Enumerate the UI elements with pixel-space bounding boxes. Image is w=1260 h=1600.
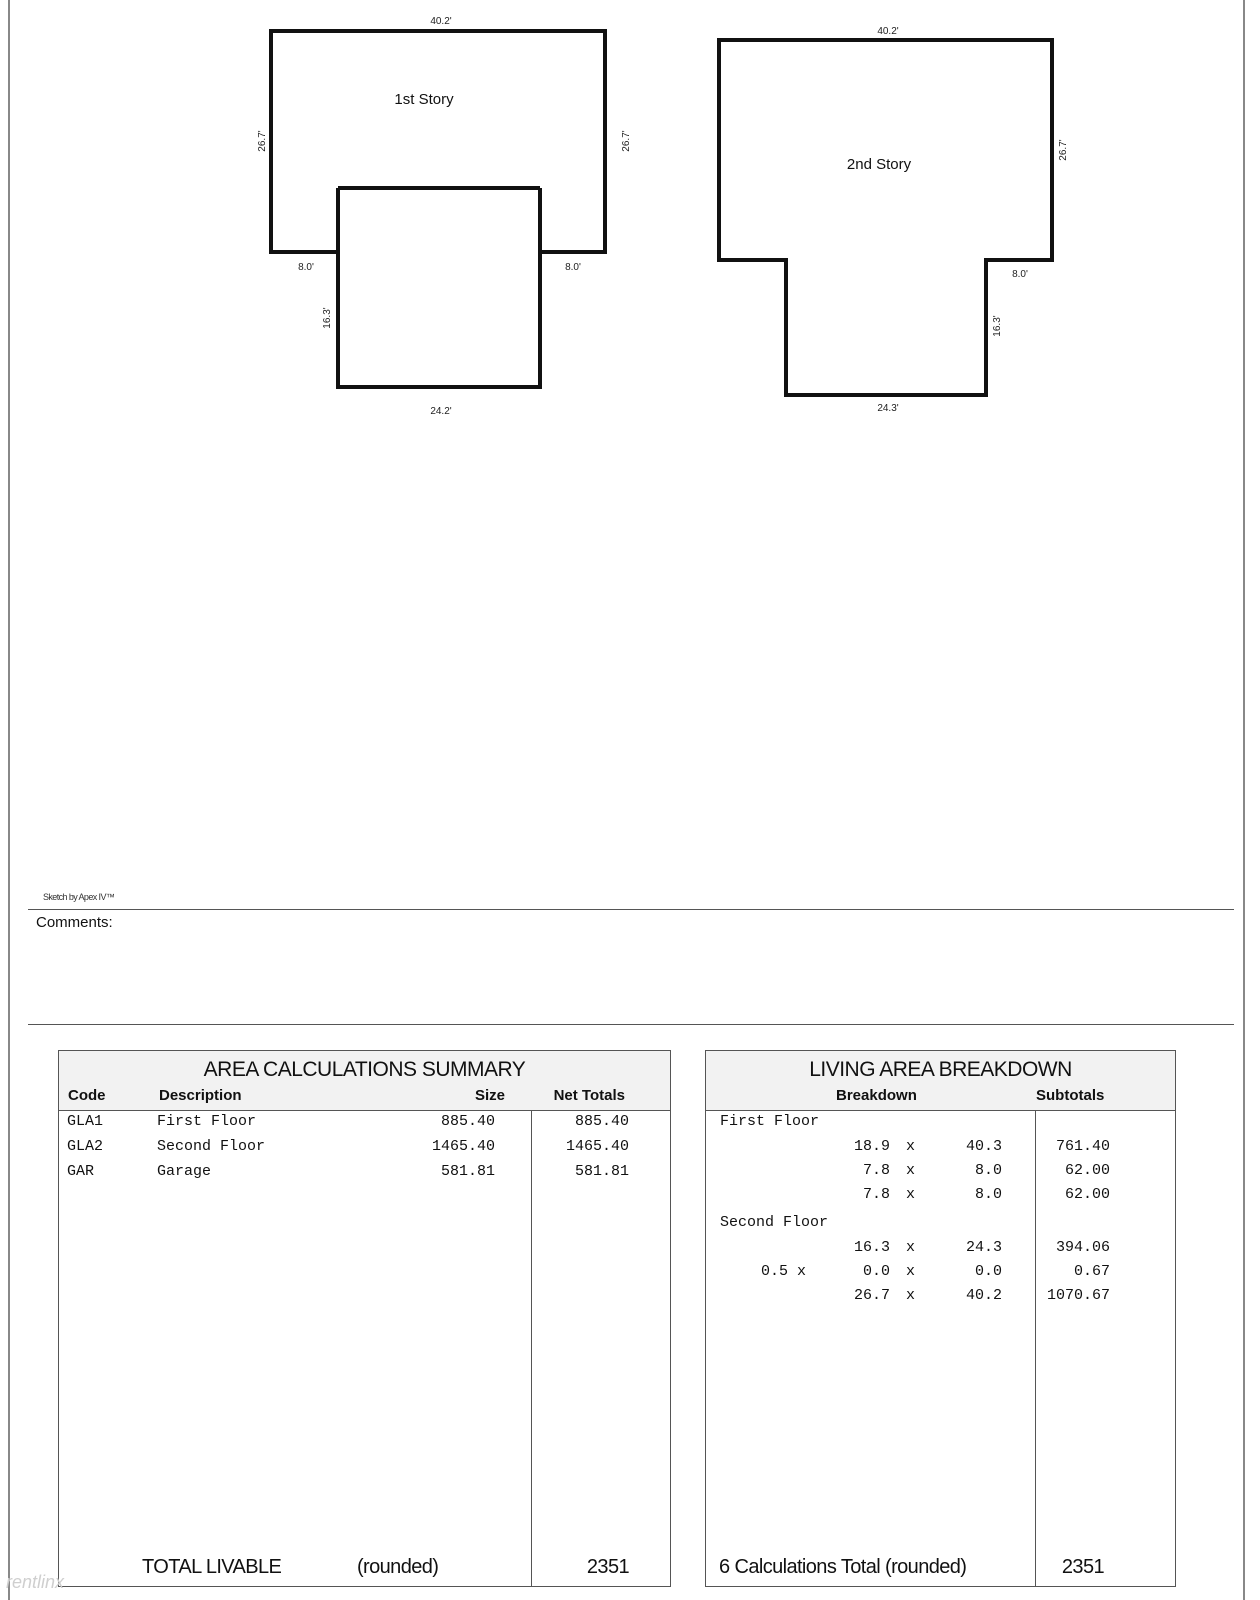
breakdown-times: x: [906, 1239, 916, 1256]
dim-second-right: 26.7': [1058, 139, 1069, 161]
col-description: Description: [159, 1087, 242, 1104]
dim-first-bottom: 24.2': [430, 406, 452, 417]
area-row-net: 1465.40: [565, 1138, 629, 1155]
area-calculations-summary: [58, 1050, 671, 1587]
divider-top: [28, 909, 1234, 910]
dim-first-right: 26.7': [621, 130, 632, 152]
total-livable-rounded: (rounded): [357, 1556, 439, 1578]
living-breakdown-header: [706, 1051, 1175, 1111]
second-story-outline: [719, 40, 1052, 395]
col-subtotals: Subtotals: [1036, 1087, 1105, 1104]
dim-first-left: 26.7': [257, 130, 268, 152]
breakdown-times: x: [906, 1138, 916, 1155]
breakdown-factor: 0.5 x: [760, 1263, 806, 1280]
breakdown-subtotal: 62.00: [1064, 1162, 1110, 1179]
breakdown-times: x: [906, 1162, 916, 1179]
second-story-label: 2nd Story: [846, 156, 912, 173]
col-net-totals: Net Totals: [553, 1087, 625, 1104]
dim-second-top: 40.2': [877, 26, 899, 37]
living-breakdown-title: LIVING AREA BREAKDOWN: [809, 1058, 1072, 1081]
col-code: Code: [68, 1087, 106, 1104]
breakdown-times: x: [906, 1263, 916, 1280]
first-story-outline: [271, 31, 605, 387]
area-row-net: 581.81: [574, 1163, 629, 1180]
breakdown-dim-a: 7.8: [862, 1162, 890, 1179]
area-row-description: Second Floor: [157, 1138, 266, 1155]
breakdown-dim-a: 26.7: [853, 1287, 890, 1304]
area-row-size: 581.81: [440, 1163, 495, 1180]
area-row-description: First Floor: [157, 1113, 257, 1130]
breakdown-dim-a: 18.9: [853, 1138, 890, 1155]
total-livable-value: 2351: [586, 1556, 629, 1578]
dim-first-step-right: 8.0': [565, 262, 581, 273]
area-summary-title: AREA CALCULATIONS SUMMARY: [203, 1058, 526, 1081]
area-row-code: GLA2: [67, 1138, 104, 1155]
area-summary-header: [59, 1051, 670, 1111]
breakdown-group-name: First Floor: [720, 1113, 820, 1130]
breakdown-subtotal: 761.40: [1055, 1138, 1110, 1155]
area-row-code: GLA1: [67, 1113, 104, 1130]
living-column-divider: [1035, 1110, 1036, 1586]
floor-plan-sketch: [0, 0, 1260, 440]
breakdown-times: x: [906, 1287, 916, 1304]
total-livable-label: TOTAL LIVABLE: [142, 1556, 282, 1578]
breakdown-times: x: [906, 1186, 916, 1203]
col-breakdown: Breakdown: [836, 1087, 917, 1104]
comments-label: Comments:: [36, 914, 113, 931]
area-row-description: Garage: [157, 1163, 212, 1180]
dim-garage-side: 16.3': [322, 307, 333, 329]
dim-first-top: 40.2': [430, 16, 452, 27]
divider-bottom: [28, 1024, 1234, 1025]
area-row-size: 885.40: [440, 1113, 495, 1130]
area-row-size: 1465.40: [431, 1138, 495, 1155]
breakdown-dim-b: 8.0: [974, 1186, 1002, 1203]
calculations-total-label: 6 Calculations Total (rounded): [719, 1556, 967, 1578]
breakdown-subtotal: 62.00: [1064, 1186, 1110, 1203]
breakdown-subtotal: 1070.67: [1046, 1287, 1110, 1304]
watermark: rentlinx: [6, 1572, 65, 1592]
first-story-label: 1st Story: [394, 91, 454, 108]
living-area-breakdown: [705, 1050, 1176, 1587]
calculations-total-value: 2351: [1061, 1556, 1104, 1578]
area-row-code: GAR: [67, 1163, 95, 1180]
breakdown-dim-b: 40.3: [965, 1138, 1002, 1155]
sketch-credit: Sketch by Apex IV™: [43, 892, 115, 902]
area-row-net: 885.40: [574, 1113, 629, 1130]
breakdown-dim-a: 7.8: [862, 1186, 890, 1203]
breakdown-dim-a: 16.3: [853, 1239, 890, 1256]
breakdown-subtotal: 0.67: [1073, 1263, 1110, 1280]
col-size: Size: [474, 1087, 505, 1104]
breakdown-dim-b: 40.2: [965, 1287, 1002, 1304]
dim-first-step-left: 8.0': [298, 262, 314, 273]
area-column-divider: [531, 1110, 532, 1586]
dim-second-bottom: 24.3': [877, 403, 899, 414]
breakdown-subtotal: 394.06: [1055, 1239, 1110, 1256]
dim-second-step-right: 8.0': [1012, 269, 1028, 280]
breakdown-dim-b: 8.0: [974, 1162, 1002, 1179]
breakdown-dim-a: 0.0: [862, 1263, 890, 1280]
breakdown-group-name: Second Floor: [720, 1214, 829, 1231]
breakdown-dim-b: 0.0: [974, 1263, 1002, 1280]
breakdown-dim-b: 24.3: [965, 1239, 1002, 1256]
dim-second-lower-side: 16.3': [992, 315, 1003, 337]
